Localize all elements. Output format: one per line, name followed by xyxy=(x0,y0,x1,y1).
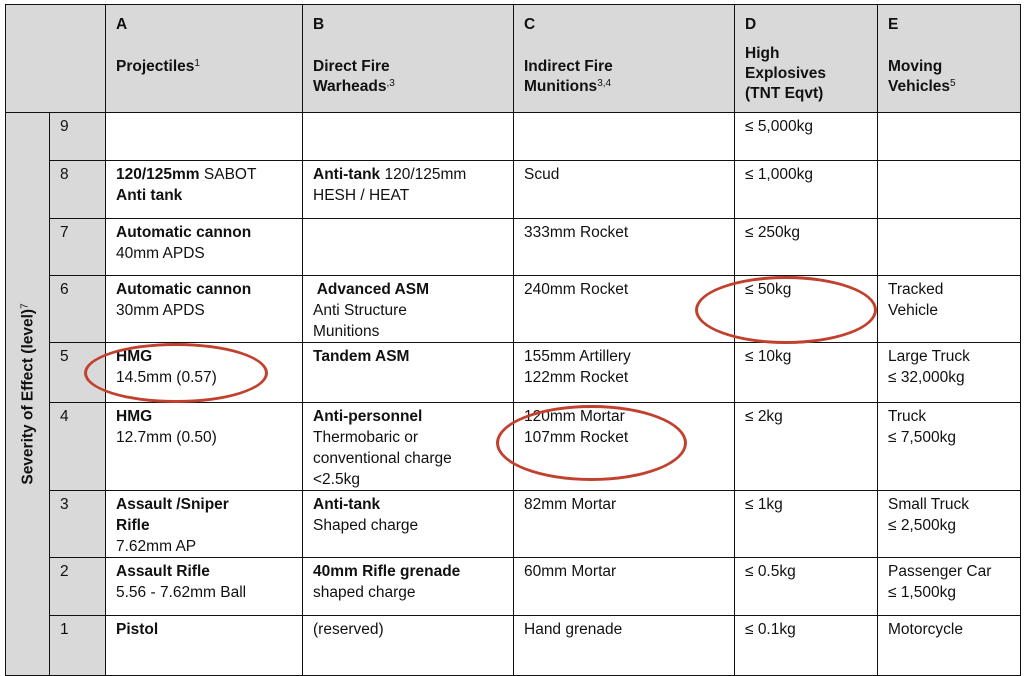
cell-high-explosives: ≤ 50kg xyxy=(735,276,878,343)
cell-moving-vehicles: Tracked Vehicle xyxy=(878,276,1021,343)
level-cell: 5 xyxy=(50,343,106,403)
cell-indirect-fire: 82mm Mortar xyxy=(514,491,735,558)
cell-direct-fire xyxy=(303,219,514,276)
cell-indirect-fire: Hand grenade xyxy=(514,616,735,676)
table-row xyxy=(6,403,1021,491)
level-cell: 4 xyxy=(50,403,106,491)
table-row xyxy=(6,491,1021,558)
cell-indirect-fire: Scud xyxy=(514,161,735,219)
cell-indirect-fire: 333mm Rocket xyxy=(514,219,735,276)
table-row xyxy=(6,113,1021,161)
cell-indirect-fire: 120mm Mortar 107mm Rocket xyxy=(514,403,735,491)
severity-side-label-cell xyxy=(6,113,50,676)
cell-moving-vehicles: Large Truck ≤ 32,000kg xyxy=(878,343,1021,403)
cell-projectiles: HMG 12.7mm (0.50) xyxy=(106,403,303,491)
level-cell: 9 xyxy=(50,113,106,161)
cell-indirect-fire: 60mm Mortar xyxy=(514,558,735,616)
cell-indirect-fire xyxy=(514,113,735,161)
cell-direct-fire: Anti-personnel Thermobaric or conventional charge <2.5kg xyxy=(303,403,514,491)
cell-projectiles: Automatic cannon 30mm APDS xyxy=(106,276,303,343)
cell-indirect-fire: 155mm Artillery 122mm Rocket xyxy=(514,343,735,403)
header-corner xyxy=(6,5,106,113)
cell-high-explosives: ≤ 1,000kg xyxy=(735,161,878,219)
cell-projectiles: Automatic cannon 40mm APDS xyxy=(106,219,303,276)
cell-projectiles xyxy=(106,113,303,161)
level-cell: 8 xyxy=(50,161,106,219)
level-cell: 7 xyxy=(50,219,106,276)
table-row xyxy=(6,343,1021,403)
table-row xyxy=(6,276,1021,343)
column-header-a: A Projectiles$^1$ xyxy=(106,5,303,113)
cell-moving-vehicles xyxy=(878,161,1021,219)
cell-moving-vehicles: Truck ≤ 7,500kg xyxy=(878,403,1021,491)
cell-projectiles: Assault Rifle 5.56 - 7.62mm Ball xyxy=(106,558,303,616)
column-header-b: B Direct Fire Warheads$^{,3}$ xyxy=(303,5,514,113)
level-cell: 6 xyxy=(50,276,106,343)
table-row xyxy=(6,219,1021,276)
severity-table xyxy=(5,4,1021,676)
cell-indirect-fire: 240mm Rocket xyxy=(514,276,735,343)
cell-direct-fire: (reserved) xyxy=(303,616,514,676)
cell-projectiles: 120/125mm SABOT Anti tank xyxy=(106,161,303,219)
cell-moving-vehicles: Motorcycle xyxy=(878,616,1021,676)
cell-direct-fire: Anti-tank 120/125mm HESH / HEAT xyxy=(303,161,514,219)
header-row xyxy=(6,5,1021,113)
cell-high-explosives: ≤ 1kg xyxy=(735,491,878,558)
severity-side-label: Severity of Effect (level)$^7$ xyxy=(19,303,36,485)
level-cell: 2 xyxy=(50,558,106,616)
cell-high-explosives: ≤ 0.1kg xyxy=(735,616,878,676)
column-header-d: D High Explosives (TNT Eqvt) xyxy=(735,5,878,113)
table-row xyxy=(6,558,1021,616)
cell-direct-fire: 40mm Rifle grenade shaped charge xyxy=(303,558,514,616)
table-row xyxy=(6,161,1021,219)
cell-high-explosives: ≤ 250kg xyxy=(735,219,878,276)
cell-high-explosives: ≤ 10kg xyxy=(735,343,878,403)
cell-direct-fire: Advanced ASM Anti Structure Munitions xyxy=(303,276,514,343)
cell-direct-fire: Tandem ASM xyxy=(303,343,514,403)
cell-projectiles: HMG 14.5mm (0.57) xyxy=(106,343,303,403)
cell-moving-vehicles xyxy=(878,113,1021,161)
cell-high-explosives: ≤ 5,000kg xyxy=(735,113,878,161)
cell-projectiles: Assault /Sniper Rifle 7.62mm AP xyxy=(106,491,303,558)
level-cell: 3 xyxy=(50,491,106,558)
cell-moving-vehicles xyxy=(878,219,1021,276)
level-cell: 1 xyxy=(50,616,106,676)
table-row xyxy=(6,616,1021,676)
cell-direct-fire: Anti-tank Shaped charge xyxy=(303,491,514,558)
cell-projectiles: Pistol xyxy=(106,616,303,676)
cell-high-explosives: ≤ 0.5kg xyxy=(735,558,878,616)
column-header-e: E Moving Vehicles$^5$ xyxy=(878,5,1021,113)
cell-moving-vehicles: Passenger Car ≤ 1,500kg xyxy=(878,558,1021,616)
cell-direct-fire xyxy=(303,113,514,161)
cell-high-explosives: ≤ 2kg xyxy=(735,403,878,491)
column-header-c: C Indirect Fire Munitions$^{3,4}$ xyxy=(514,5,735,113)
cell-moving-vehicles: Small Truck ≤ 2,500kg xyxy=(878,491,1021,558)
severity-table-frame xyxy=(5,4,1020,664)
